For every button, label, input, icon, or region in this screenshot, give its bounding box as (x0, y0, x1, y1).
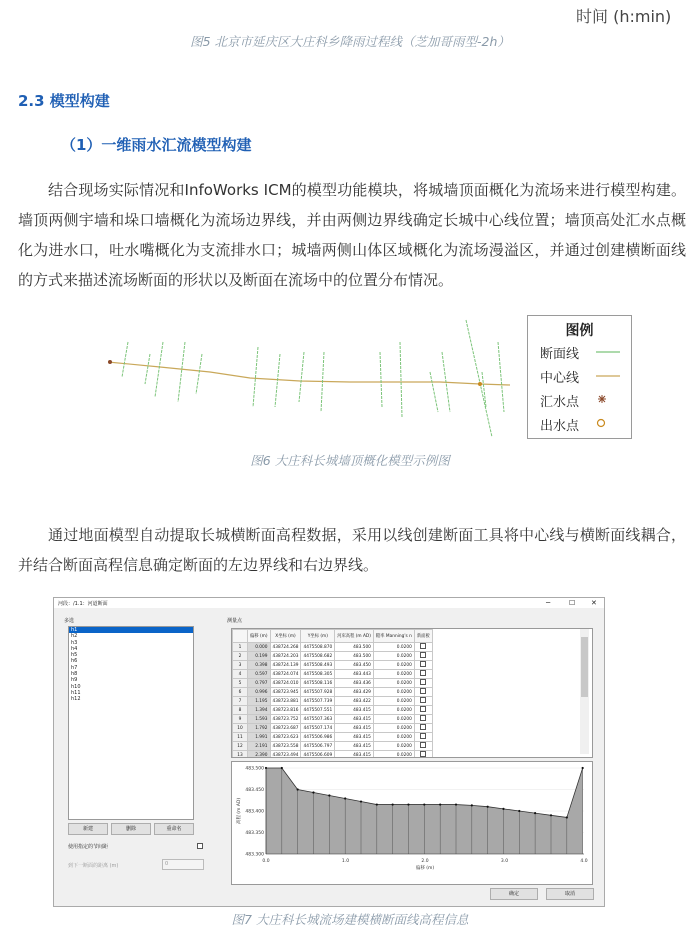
new-panel-checkbox[interactable] (420, 715, 426, 721)
data-point (582, 767, 584, 769)
new-panel-cell[interactable] (414, 742, 432, 751)
list-item[interactable]: h2 (71, 633, 78, 640)
table-cell[interactable]: 483.422 (335, 697, 374, 706)
legend-item-section-line: 断面线 (540, 347, 580, 362)
row-number-cell[interactable]: 11 (233, 733, 248, 742)
table-cell[interactable]: 4475508.305 (301, 670, 335, 679)
survey-points-label: 测量点 (227, 618, 243, 624)
y-tick-label: 483.300 (245, 852, 264, 858)
spacing-checkbox[interactable] (197, 843, 203, 849)
model-sketch (100, 312, 520, 442)
cancel-button[interactable]: 取消 (546, 888, 594, 900)
table-cell[interactable]: 483.415 (335, 751, 374, 759)
new-panel-checkbox[interactable] (420, 733, 426, 739)
data-point (297, 788, 299, 790)
table-cell[interactable]: 0.0200 (373, 652, 414, 661)
paragraph-1: 结合现场实际情况和InfoWorks ICM的模型功能模块，将城墙顶面概化为流场来进行模型构建。墙顶两侧宇墙和垛口墙概化为流场边界线，并由两侧边界线确定长城中心线位置；墙顶高处汇水点概化为进水口，吐水嘴概化为支流排水口；城墙两侧山体区域概化为流场漫溢区，并通过创建横断面线的方式来描述流场断面的形状以及断面在流场中的位置分布情况。 (18, 181, 686, 289)
new-button[interactable]: 新建 (68, 823, 108, 835)
data-point (487, 806, 489, 808)
table-cell[interactable]: 438723.687 (270, 724, 301, 733)
section-line-swatch (596, 350, 620, 354)
new-panel-checkbox[interactable] (420, 643, 426, 649)
table-cell[interactable]: 1.792 (248, 724, 271, 733)
row-number-cell[interactable]: 7 (233, 697, 248, 706)
table-cell[interactable]: 0.0200 (373, 751, 414, 759)
table-cell[interactable]: 0.199 (248, 652, 271, 661)
centerline (108, 362, 510, 385)
table-cell[interactable]: 438724.010 (270, 679, 301, 688)
table-row[interactable] (233, 742, 433, 751)
data-point (344, 797, 346, 799)
col-offset[interactable]: 偏移 (m) (248, 630, 271, 643)
table-cell[interactable]: 4475507.551 (301, 706, 335, 715)
row-number-cell[interactable]: 10 (233, 724, 248, 733)
data-point (392, 803, 394, 805)
rename-button[interactable]: 重命名 (154, 823, 194, 835)
table-row[interactable] (233, 715, 433, 724)
new-panel-cell[interactable] (414, 751, 432, 759)
table-cell[interactable]: 0.0200 (373, 688, 414, 697)
table-cell[interactable]: 483.415 (335, 733, 374, 742)
new-panel-cell[interactable] (414, 670, 432, 679)
table-cell[interactable]: 0.597 (248, 670, 271, 679)
new-panel-cell[interactable] (414, 706, 432, 715)
table-cell[interactable]: 483.429 (335, 688, 374, 697)
paragraph-2: 通过地面模型自动提取长城横断面高程数据，采用以线创建断面工具将中心线与横断面线耦合，并结合断面高程信息确定断面的左边界线和右边界线。 (18, 526, 686, 574)
table-cell[interactable]: 0.0200 (373, 742, 414, 751)
table-cell[interactable]: 483.443 (335, 670, 374, 679)
table-cell[interactable]: 0.398 (248, 661, 271, 670)
row-number-cell[interactable]: 3 (233, 661, 248, 670)
table-cell[interactable]: 4475508.682 (301, 652, 335, 661)
table-cell[interactable]: 1.394 (248, 706, 271, 715)
row-number-cell[interactable]: 8 (233, 706, 248, 715)
cross-section-dialog (53, 597, 605, 907)
table-cell[interactable]: 4475506.609 (301, 751, 335, 759)
new-panel-cell[interactable] (414, 679, 432, 688)
spacing-label: 到下一断面的距离 (m) (68, 863, 119, 869)
table-cell[interactable]: 4475508.116 (301, 679, 335, 688)
table-cell[interactable]: 4475507.363 (301, 715, 335, 724)
table-cell[interactable]: 438723.558 (270, 742, 301, 751)
data-point (455, 803, 457, 805)
new-panel-cell[interactable] (414, 715, 432, 724)
list-item[interactable]: h1 (69, 627, 193, 633)
list-item[interactable]: h3 (71, 639, 78, 646)
table-cell[interactable]: 438723.494 (270, 751, 301, 759)
new-panel-checkbox[interactable] (420, 751, 426, 757)
subsection-heading: （1）一维雨水汇流模型构建 (61, 136, 252, 154)
new-panel-checkbox[interactable] (420, 670, 426, 676)
data-point (360, 800, 362, 802)
row-number-cell[interactable]: 5 (233, 679, 248, 688)
table-scrollbar[interactable] (580, 629, 589, 754)
x-tick-label: 4.0 (580, 859, 588, 864)
list-item[interactable]: h5 (71, 652, 78, 659)
table-cell[interactable]: 438724.139 (270, 661, 301, 670)
row-number-cell[interactable]: 4 (233, 670, 248, 679)
table-row[interactable] (233, 688, 433, 697)
col-elevation[interactable]: 河床高程 (m AD) (335, 630, 374, 643)
table-cell[interactable]: 4475506.797 (301, 742, 335, 751)
survey-points-table[interactable] (231, 628, 593, 758)
data-point (550, 814, 552, 816)
new-panel-checkbox[interactable] (420, 706, 426, 712)
maximize-icon[interactable]: ☐ (569, 599, 576, 607)
outflow-circle-icon (596, 418, 606, 428)
data-point (281, 767, 283, 769)
row-number-cell[interactable]: 9 (233, 715, 248, 724)
x-tick-label: 2.0 (421, 859, 429, 864)
data-point (566, 816, 568, 818)
row-number-cell[interactable]: 6 (233, 688, 248, 697)
data-point (312, 791, 314, 793)
multi-select-label: 多选 (64, 618, 75, 624)
table-row[interactable] (233, 661, 433, 670)
col-x[interactable]: X坐标 (m) (270, 630, 301, 643)
table-cell[interactable]: 2.390 (248, 751, 271, 759)
table-cell[interactable]: 4475507.739 (301, 697, 335, 706)
table-row[interactable] (233, 643, 433, 652)
new-panel-checkbox[interactable] (420, 697, 426, 703)
row-number-cell[interactable]: 2 (233, 652, 248, 661)
table-cell[interactable]: 438724.268 (270, 643, 301, 652)
dialog-title: 河段：/1.1：河道断面 (58, 601, 108, 607)
data-point (502, 808, 504, 810)
time-axis-label: 时间 (h:min) (576, 7, 672, 26)
fig6-caption: 图6 大庄科长城墙顶概化模型示例图 (250, 453, 450, 468)
legend-item-centerline: 中心线 (540, 371, 580, 386)
dialog-titlebar (54, 598, 604, 608)
table-cell[interactable]: 483.500 (335, 652, 374, 661)
new-panel-checkbox[interactable] (420, 652, 426, 658)
data-point (439, 803, 441, 805)
legend-item-inflow: 汇水点 (540, 395, 580, 410)
table-cell[interactable]: 4475506.986 (301, 733, 335, 742)
table-cell[interactable]: 438724.074 (270, 670, 301, 679)
data-point (328, 794, 330, 796)
close-icon[interactable]: ✕ (591, 599, 597, 607)
data-point (423, 803, 425, 805)
table-row[interactable] (233, 697, 433, 706)
new-panel-checkbox[interactable] (420, 688, 426, 694)
elevation-plot (231, 761, 593, 885)
row-number-cell[interactable]: 12 (233, 742, 248, 751)
outflow-point-marker (478, 382, 482, 386)
table-cell[interactable]: 1.991 (248, 733, 271, 742)
table-cell[interactable]: 483.415 (335, 715, 374, 724)
data-point (471, 804, 473, 806)
table-cell[interactable]: 0.0200 (373, 670, 414, 679)
table-cell[interactable]: 438723.623 (270, 733, 301, 742)
table-cell[interactable]: 438723.881 (270, 697, 301, 706)
y-axis-label: 高程 (m AD) (237, 797, 242, 825)
new-panel-checkbox[interactable] (420, 661, 426, 667)
table-cell[interactable]: 0.0200 (373, 697, 414, 706)
new-panel-checkbox[interactable] (420, 742, 426, 748)
fig7-caption: 图7 大庄科长城流场建模横断面线高程信息 (231, 912, 469, 927)
table-row[interactable] (233, 751, 433, 759)
y-tick-label: 483.450 (245, 788, 264, 793)
table-cell[interactable]: 0.996 (248, 688, 271, 697)
data-point (376, 803, 378, 805)
table-cell[interactable]: 438723.945 (270, 688, 301, 697)
new-panel-cell[interactable] (414, 688, 432, 697)
list-item[interactable]: h7 (71, 664, 78, 671)
list-item[interactable]: h12 (71, 696, 81, 703)
table-cell[interactable]: 4475508.493 (301, 661, 335, 670)
list-item[interactable]: h10 (71, 683, 81, 690)
y-tick-label: 483.500 (245, 766, 264, 772)
new-panel-checkbox[interactable] (420, 724, 426, 730)
table-cell[interactable]: 4475507.174 (301, 724, 335, 733)
spacing-input[interactable]: 0 (162, 859, 204, 870)
inflow-star-icon (598, 395, 606, 403)
table-cell[interactable]: 0.0200 (373, 661, 414, 670)
list-item[interactable]: h4 (71, 645, 78, 652)
table-row[interactable] (233, 652, 433, 661)
table-cell[interactable]: 483.415 (335, 706, 374, 715)
fig5-caption: 图5 北京市延庆区大庄科乡降雨过程线（芝加哥雨型-2h） (190, 34, 510, 49)
table-cell[interactable]: 4475508.870 (301, 643, 335, 652)
new-panel-cell[interactable] (414, 724, 432, 733)
new-panel-cell[interactable] (414, 661, 432, 670)
list-item[interactable]: h8 (71, 671, 78, 678)
table-cell[interactable]: 483.415 (335, 724, 374, 733)
x-axis-label: 偏移 (m) (415, 866, 435, 871)
row-number-cell[interactable]: 1 (233, 643, 248, 652)
col-manning[interactable]: 糙率 Manning's n (373, 630, 414, 643)
table-cell[interactable]: 1.195 (248, 697, 271, 706)
section-lines (122, 320, 504, 437)
x-tick-label: 1.0 (341, 859, 350, 864)
table-scrollbar-thumb[interactable] (581, 637, 588, 697)
data-point (518, 810, 520, 812)
list-item[interactable]: h6 (71, 658, 78, 665)
list-item[interactable]: h9 (71, 677, 78, 684)
table-cell[interactable]: 2.191 (248, 742, 271, 751)
centerline-swatch (596, 374, 620, 378)
table-cell[interactable]: 0.0200 (373, 643, 414, 652)
data-point (407, 803, 409, 805)
table-row[interactable] (233, 724, 433, 733)
section-list[interactable] (68, 626, 194, 820)
table-row[interactable] (233, 706, 433, 715)
row-number-header (233, 630, 248, 643)
y-tick-label: 483.350 (245, 831, 264, 836)
row-number-cell[interactable]: 13 (233, 751, 248, 759)
table-cell[interactable]: 0.000 (248, 643, 271, 652)
table-cell[interactable]: 0.0200 (373, 706, 414, 715)
table-cell[interactable]: 483.450 (335, 661, 374, 670)
table-cell[interactable]: 438724.203 (270, 652, 301, 661)
table-cell[interactable]: 438723.816 (270, 706, 301, 715)
new-panel-cell[interactable] (414, 652, 432, 661)
col-new-panel[interactable]: 新面板 (414, 630, 432, 643)
elevation-plot-svg (232, 762, 592, 884)
section-heading: 2.3 模型构建 (18, 92, 110, 110)
table-cell[interactable]: 0.0200 (373, 724, 414, 733)
table-cell[interactable]: 0.0200 (373, 715, 414, 724)
new-panel-cell[interactable] (414, 733, 432, 742)
table-cell[interactable]: 1.593 (248, 715, 271, 724)
table-row[interactable] (233, 670, 433, 679)
table-cell[interactable]: 483.500 (335, 643, 374, 652)
legend (527, 315, 632, 439)
x-tick-label: 3.0 (500, 859, 509, 864)
table-cell[interactable]: 483.415 (335, 742, 374, 751)
ok-button[interactable]: 确定 (490, 888, 538, 900)
spacing-checkbox-label: 使用指定的节间距 (68, 844, 109, 850)
x-tick-label: 0.0 (262, 859, 270, 864)
table-cell[interactable]: 0.0200 (373, 679, 414, 688)
table-cell[interactable]: 0.797 (248, 679, 271, 688)
table-header-row (233, 630, 433, 643)
legend-title: 图例 (565, 323, 594, 339)
table-cell[interactable]: 0.0200 (373, 733, 414, 742)
y-tick-label: 483.400 (245, 809, 264, 815)
list-item[interactable]: h11 (71, 689, 81, 696)
new-panel-checkbox[interactable] (420, 679, 426, 685)
legend-item-outflow: 出水点 (540, 419, 580, 434)
minimize-icon[interactable]: ─ (546, 599, 551, 607)
new-panel-cell[interactable] (414, 697, 432, 706)
table-cell[interactable]: 4475507.928 (301, 688, 335, 697)
table-row[interactable] (233, 679, 433, 688)
data-point (534, 812, 536, 814)
table-cell[interactable]: 438723.752 (270, 715, 301, 724)
delete-button[interactable]: 删除 (111, 823, 151, 835)
table-row[interactable] (233, 733, 433, 742)
table-cell[interactable]: 483.436 (335, 679, 374, 688)
col-y[interactable]: Y坐标 (m) (301, 630, 335, 643)
new-panel-cell[interactable] (414, 643, 432, 652)
inflow-point-marker (108, 360, 112, 364)
